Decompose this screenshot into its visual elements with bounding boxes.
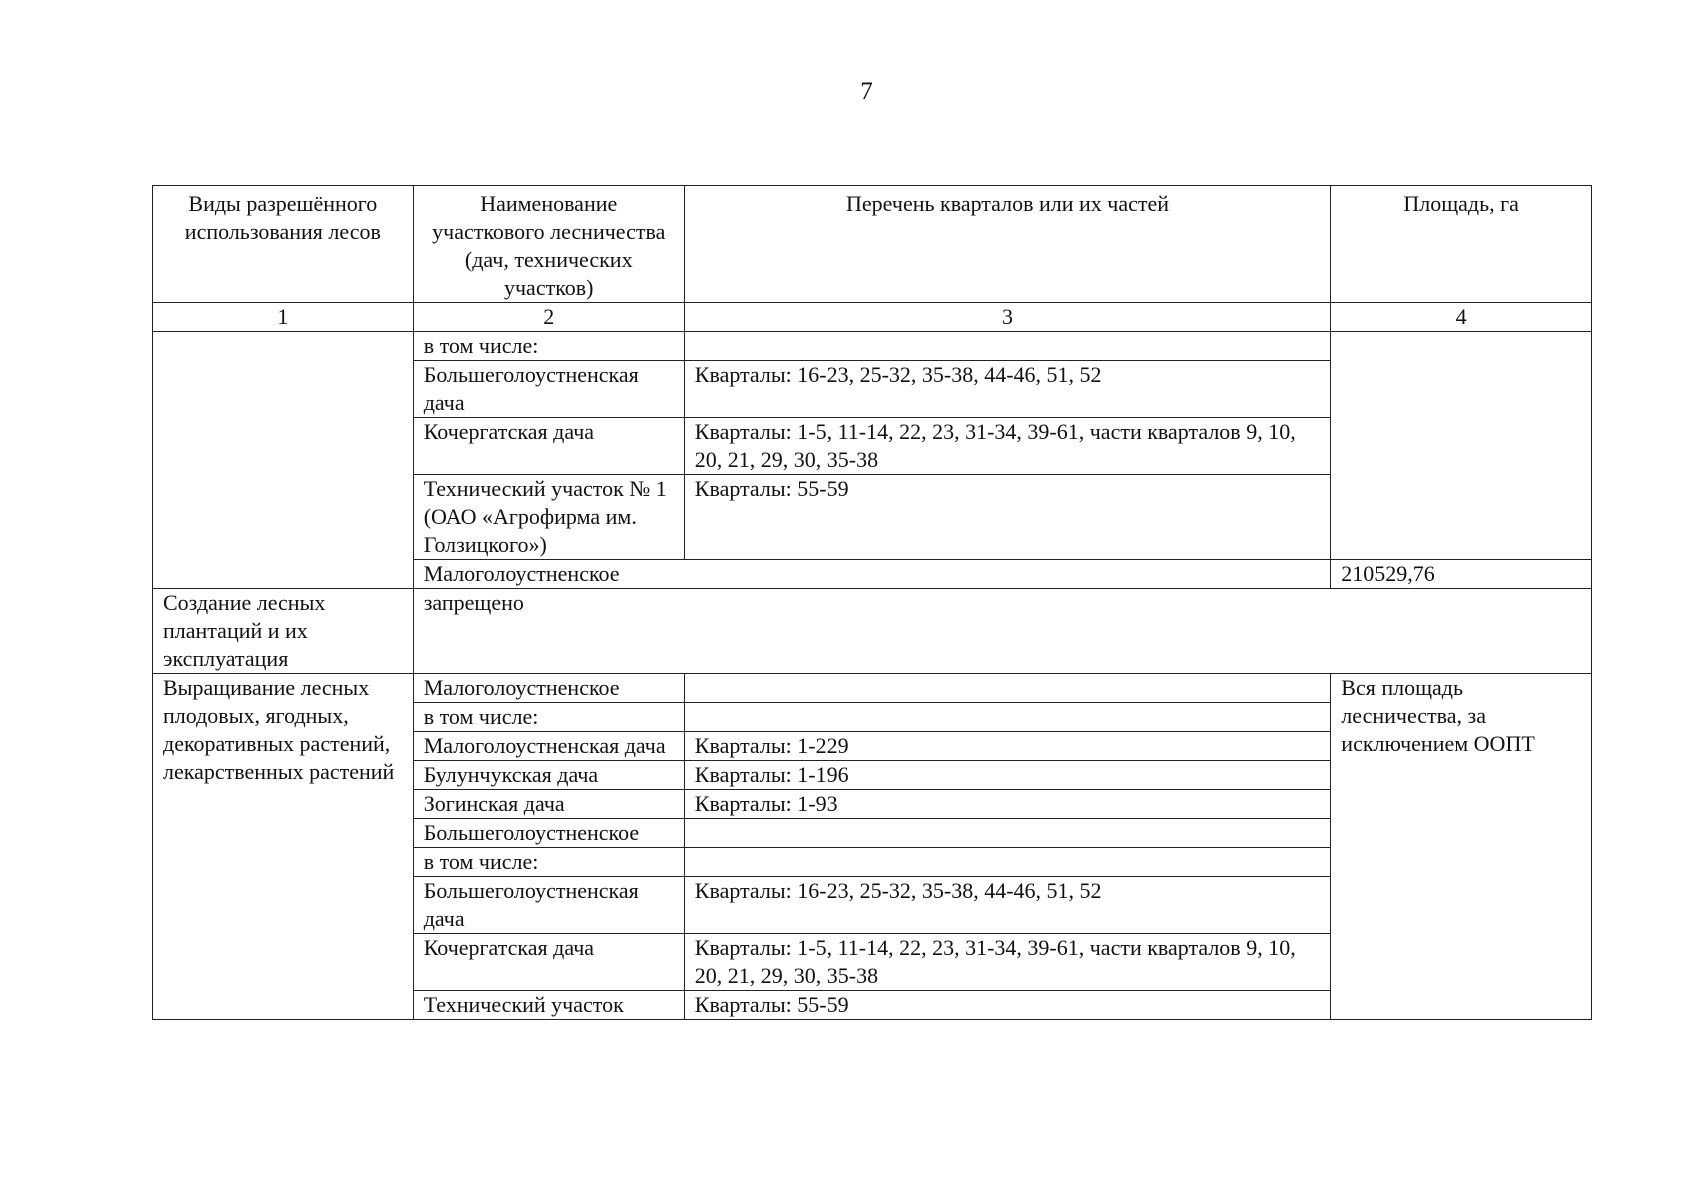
quarters-cell: Кварталы: 1-5, 11-14, 22, 23, 31-34, 39-61, части кварталов 9, 10, 20, 21, 29, 30, 35-38: [684, 934, 1331, 991]
status-cell: запрещено: [413, 589, 1591, 674]
quarters-cell: [684, 703, 1331, 732]
table-row: [153, 674, 1592, 703]
forestry-name-cell: Большеголоустненская дача: [413, 361, 684, 418]
forestry-name-cell: Технический участок: [413, 991, 684, 1020]
header-quarters: Перечень кварталов или их частей: [684, 186, 1331, 303]
forestry-name-cell: в том числе:: [413, 703, 684, 732]
table-row: [153, 589, 1592, 674]
column-number-row: [153, 303, 1592, 332]
forestry-name-cell: Технический участок № 1 (ОАО «Агрофирма им. Голзицкого»): [413, 475, 684, 560]
forestry-name-cell: Кочергатская дача: [413, 934, 684, 991]
quarters-cell: [684, 848, 1331, 877]
use-type-cell: Создание лесных плантаций и их эксплуатация: [153, 589, 414, 674]
quarters-cell: [684, 819, 1331, 848]
forestry-name-cell: в том числе:: [413, 332, 684, 361]
area-cell: Вся площадь лесничества, за исключением ООПТ: [1331, 674, 1592, 1020]
header-use-type: Виды разрешённого использования лесов: [153, 186, 414, 303]
quarters-cell: [684, 674, 1331, 703]
quarters-cell: Кварталы: 16-23, 25-32, 35-38, 44-46, 51, 52: [684, 877, 1331, 934]
column-number: 2: [413, 303, 684, 332]
quarters-cell: Кварталы: 55-59: [684, 475, 1331, 560]
forest-use-table: [152, 185, 1592, 1020]
column-number: 4: [1331, 303, 1592, 332]
forestry-name-cell: в том числе:: [413, 848, 684, 877]
area-cell: 210529,76: [1331, 560, 1592, 589]
page-number: 7: [860, 78, 873, 105]
quarters-cell: Кварталы: 1-5, 11-14, 22, 23, 31-34, 39-61, части кварталов 9, 10, 20, 21, 29, 30, 35-38: [684, 418, 1331, 475]
column-number: 1: [153, 303, 414, 332]
header-row: [153, 186, 1592, 303]
forestry-name-cell: Малоголоустненское: [413, 674, 684, 703]
area-cell: [1331, 332, 1592, 560]
forestry-name-cell: Большеголоустненское: [413, 819, 684, 848]
forestry-name-cell: Зогинская дача: [413, 790, 684, 819]
header-forestry-name: Наименование участкового лесничества (дач, технических участков): [413, 186, 684, 303]
quarters-cell: Кварталы: 1-196: [684, 761, 1331, 790]
column-number: 3: [684, 303, 1331, 332]
forestry-name-cell: Малоголоустненская дача: [413, 732, 684, 761]
header-area: Площадь, га: [1331, 186, 1592, 303]
quarters-cell: Кварталы: 1-229: [684, 732, 1331, 761]
quarters-cell: Кварталы: 55-59: [684, 991, 1331, 1020]
quarters-cell: [684, 332, 1331, 361]
forestry-name-cell: Малоголоустненское: [413, 560, 1331, 589]
use-type-cell: Выращивание лесных плодовых, ягодных, декоративных растений, лекарственных растений: [153, 674, 414, 1020]
quarters-cell: Кварталы: 16-23, 25-32, 35-38, 44-46, 51, 52: [684, 361, 1331, 418]
forestry-name-cell: Большеголоустненская дача: [413, 877, 684, 934]
table-row: [153, 332, 1592, 361]
use-type-cell: [153, 332, 414, 589]
forestry-name-cell: Кочергатская дача: [413, 418, 684, 475]
quarters-cell: Кварталы: 1-93: [684, 790, 1331, 819]
forestry-name-cell: Булунчукская дача: [413, 761, 684, 790]
